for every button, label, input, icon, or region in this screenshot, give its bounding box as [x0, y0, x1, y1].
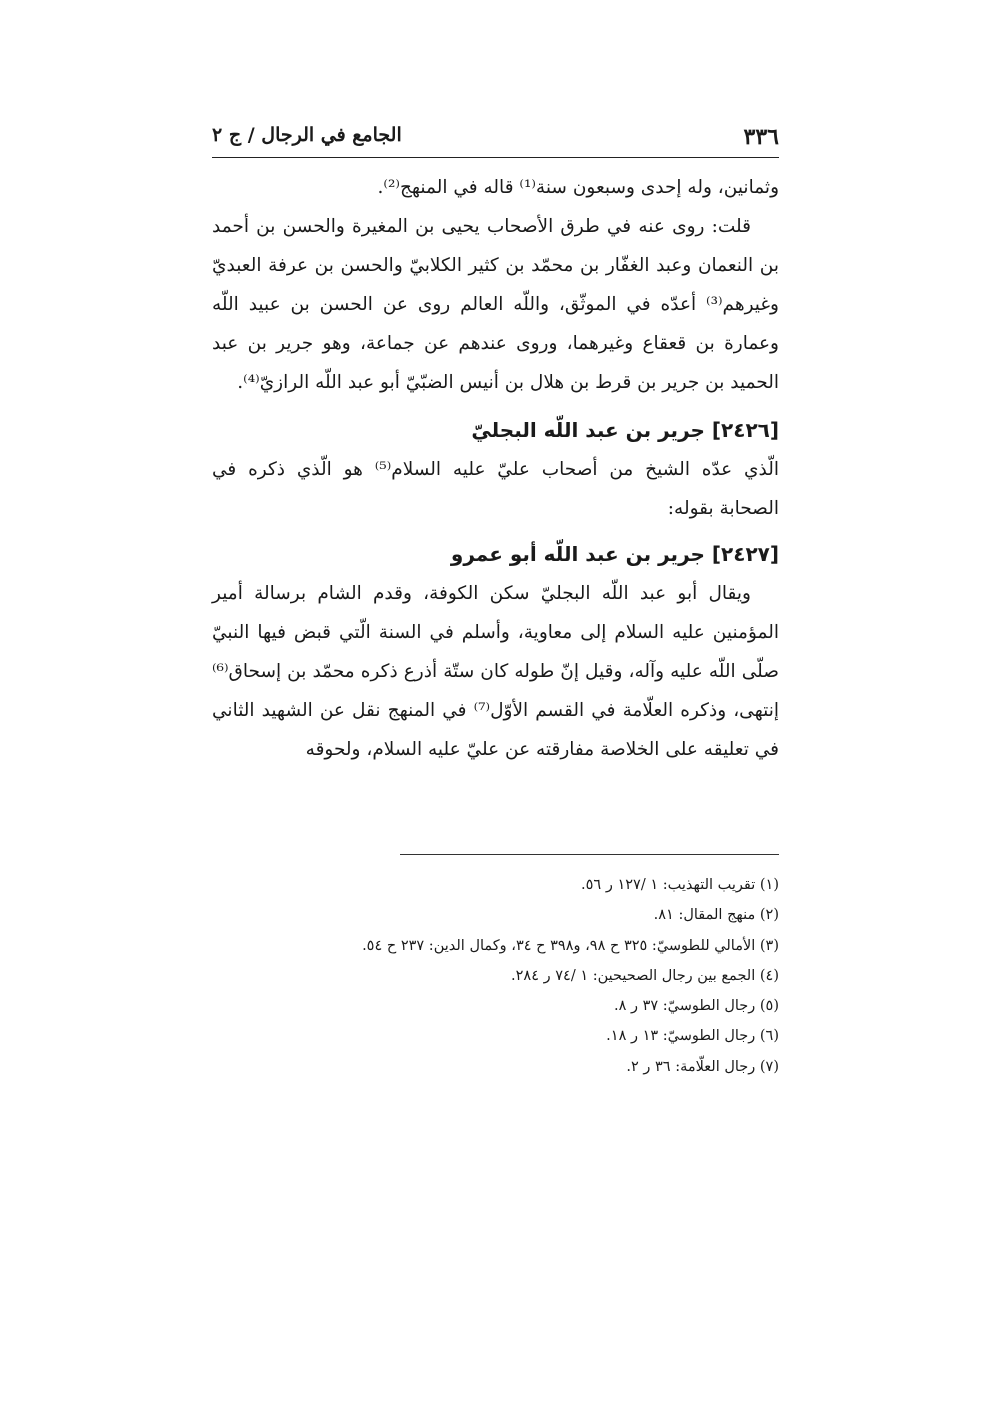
running-title: الجامع في الرجال / ج ٢: [212, 124, 402, 146]
page-header: [212, 120, 779, 156]
page-number: ٣٣٦: [743, 124, 779, 150]
main-text: [212, 168, 779, 769]
entry-heading: [٢٤٢٧] جرير بن عبد اللّه أبو عمرو: [450, 542, 779, 566]
footnote: (٥) رجال الطوسيّ: ٣٧ ر ٨.: [613, 998, 779, 1015]
header-divider: [212, 157, 779, 158]
paragraph: الّذي عدّه الشيخ من أصحاب عليّ عليه السلام⁽⁵⁾ هو الّذي ذكره في الصحابة بقوله:: [212, 459, 779, 519]
footnote: (٢) منهج المقال: ٨١.: [653, 907, 779, 924]
paragraph: قلت: روى عنه في طرق الأصحاب يحيى بن المغيرة والحسن بن أحمد بن النعمان وعبد الغفّار بن محمّد بن كثير الكلابيّ والحسن بن عرفة العبديّ وغيرهم⁽³⁾ أعدّه في الموثّق، واللّه العالم روى عن الحسن بن عبيد اللّه وعمارة بن قعقاع وغيرهما، وروى عندهم عن جماعة، وهو جرير بن عبد الحميد بن جرير بن قرط بن هلال بن أنيس الضبّيّ أبو عبد اللّه الرازيّ⁽⁴⁾.: [212, 216, 779, 393]
footnote: (٦) رجال الطوسيّ: ١٣ ر ١٨.: [606, 1028, 779, 1045]
footnote: (٤) الجمع بين رجال الصحيحين: ١ /٧٤ ر ٢٨٤.: [511, 967, 779, 984]
footnote: (١) تقريب التهذيب: ١ /١٢٧ ر ٥٦.: [581, 877, 779, 893]
paragraph: وثمانين، وله إحدى وسبعون سنة⁽¹⁾ قاله في المنهج⁽²⁾.: [377, 177, 779, 198]
footnote-divider: [400, 854, 779, 855]
paragraph: ويقال أبو عبد اللّه البجليّ سكن الكوفة، وقدم الشام برسالة أمير المؤمنين عليه السلام إلى معاوية، وأسلم في السنة الّتي قبض فيها النبيّ صلّى اللّه عليه وآله، وقيل إنّ طوله كان ستّة أذرع ذكره محمّد بن إسحاق⁽⁶⁾ إنتهى، وذكره العلّامة في القسم الأوّل⁽⁷⁾ في المنهج نقل عن الشهيد الثاني في تعليقه على الخلاصة مفارقته عن عليّ عليه السلام، ولحوقه: [212, 583, 780, 760]
footnotes: [212, 870, 779, 1082]
entry-heading: [٢٤٢٦] جرير بن عبد اللّه البجليّ: [471, 418, 779, 442]
footnote: (٣) الأمالي للطوسيّ: ٣٢٥ ح ٩٨، و٣٩٨ ح ٣٤، وكمال الدين: ٢٣٧ ح ٥٤.: [362, 937, 779, 954]
footnote: (٧) رجال العلّامة: ٣٦ ر ٢.: [626, 1058, 779, 1075]
